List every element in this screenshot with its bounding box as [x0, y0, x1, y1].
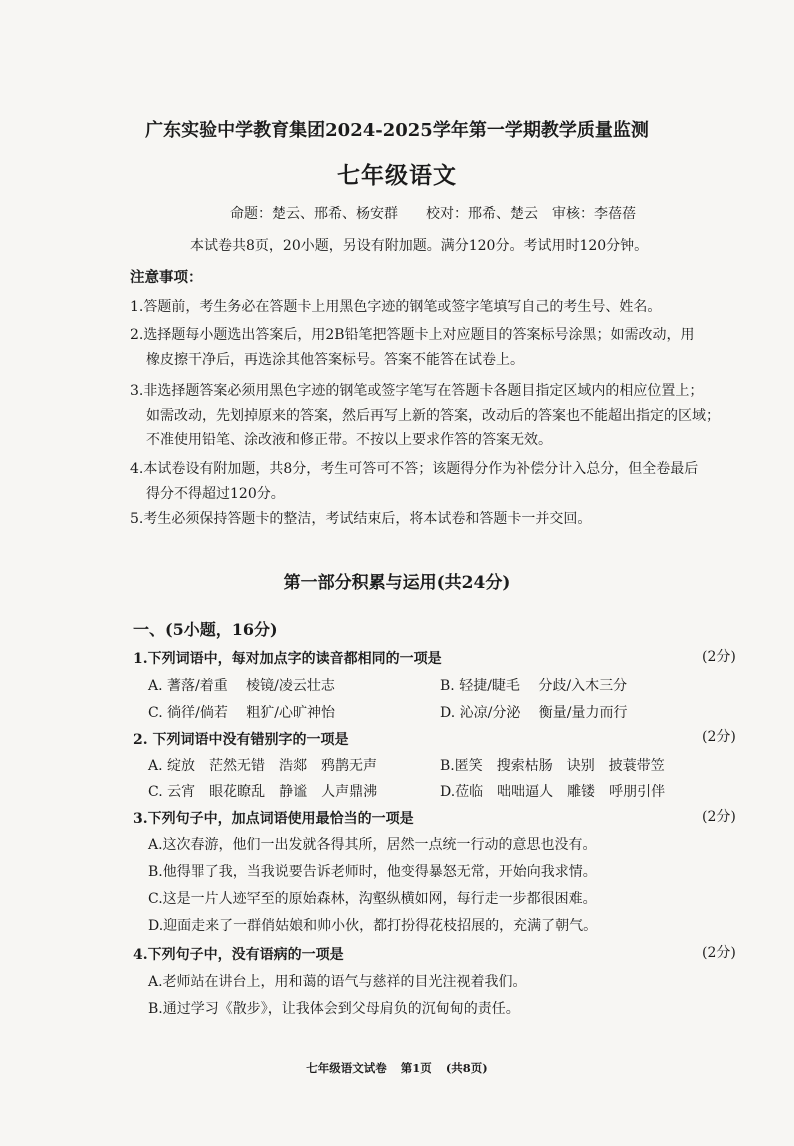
notice-line: 橡皮擦干净后，再选涂其他答案标号。答案不能答在试卷上。	[146, 352, 524, 368]
question-stem: 2. 下列词语中没有错别字的一项是	[133, 732, 349, 748]
section-title: 一、(5小题，16分)	[133, 620, 278, 639]
option-b: B.匿笑 搜索枯肠 诀别 披蓑带笠	[440, 758, 665, 774]
question-stem: 3.下列句子中，加点词语使用最恰当的一项是	[133, 811, 414, 827]
footer-page: 第1页	[400, 1061, 432, 1075]
notice-line: 1.答题前，考生务必在答题卡上用黑色字迹的钢笔或签字笔填写自己的考生号、姓名。	[130, 299, 662, 315]
notice-line: 不准使用铅笔、涂改液和修正带。不按以上要求作答的答案无效。	[146, 432, 552, 448]
question-stem: 1.下列词语中，每对加点字的读音都相同的一项是	[133, 651, 442, 667]
footer-total: (共8页)	[445, 1061, 488, 1075]
notice-line: 得分不得超过120分。	[146, 486, 285, 502]
option-a: A. 蓍落/着重 棱镜/凌云壮志	[148, 678, 335, 694]
question-score: (2分)	[702, 945, 736, 961]
notice-line: 4.本试卷设有附加题，共8分，考生可答可不答；该题得分作为补偿分计入总分，但全卷最后	[130, 461, 699, 477]
part-title: 第一部分积累与运用(共24分)	[283, 573, 511, 593]
question-stem: 4.下列句子中，没有语病的一项是	[133, 947, 344, 963]
option-a: A.这次春游，他们一出发就各得其所，居然一点统一行动的意思也没有。	[148, 837, 597, 853]
notice-line: 2.选择题每小题选出答案后，用2B铅笔把答题卡上对应题目的答案标号涂黑；如需改动，用	[130, 327, 695, 343]
page-footer	[0, 1060, 794, 1076]
option-d: D.迎面走来了一群俏姑娘和帅小伙，都打扮得花枝招展的，充满了朝气。	[148, 918, 598, 934]
staff-line: 命题：楚云、邢希、杨安群 校对：邢希、楚云 审核：李蓓蓓	[230, 206, 636, 222]
option-c: C. 云宵 眼花瞭乱 静谧 人声鼎沸	[148, 784, 378, 800]
question-score: (2分)	[702, 649, 736, 665]
notice-line: 3.非选择题答案必须用黑色字迹的钢笔或签字笔写在答题卡各题目指定区域内的相应位置上；	[130, 383, 704, 399]
question-score: (2分)	[702, 809, 736, 825]
option-d: D. 沁凉/分泌 衡量/量力而行	[440, 705, 628, 721]
option-b: B.他得罪了我，当我说要告诉老师时，他变得暴怒无常，开始向我求情。	[148, 864, 597, 880]
notice-line: 如需改动，先划掉原来的答案，然后再写上新的答案，改动后的答案也不能超出指定的区域；	[146, 408, 720, 424]
footer-subject: 七年级语文试卷	[306, 1061, 387, 1075]
option-a: A.老师站在讲台上，用和蔼的语气与慈祥的目光注视着我们。	[148, 974, 527, 990]
question-score: (2分)	[702, 729, 736, 745]
option-c: C.这是一片人迹罕至的原始森林，沟壑纵横如网，每行走一步都很困难。	[148, 891, 597, 907]
option-b: B.通过学习《散步》，让我体会到父母肩负的沉甸甸的责任。	[148, 1001, 520, 1017]
exam-title: 广东实验中学教育集团2024-2025学年第一学期教学质量监测	[145, 120, 649, 141]
option-a: A. 绽放 茫然无错 浩郯 鸦鹊无声	[148, 758, 378, 774]
option-c: C. 徜徉/倘若 粗犷/心旷神怡	[148, 705, 335, 721]
subject-title: 七年级语文	[337, 162, 457, 189]
option-d: D.莅临 咄咄逼人 雕镂 呼朋引伴	[440, 784, 666, 800]
intro-line: 本试卷共8页，20小题，另设有附加题。满分120分。考试用时120分钟。	[190, 238, 649, 254]
option-b: B. 轻捷/睫毛 分歧/入木三分	[440, 678, 628, 694]
notice-heading: 注意事项：	[130, 269, 203, 286]
notice-line: 5.考生必须保持答题卡的整洁，考试结束后，将本试卷和答题卡一并交回。	[130, 511, 592, 527]
